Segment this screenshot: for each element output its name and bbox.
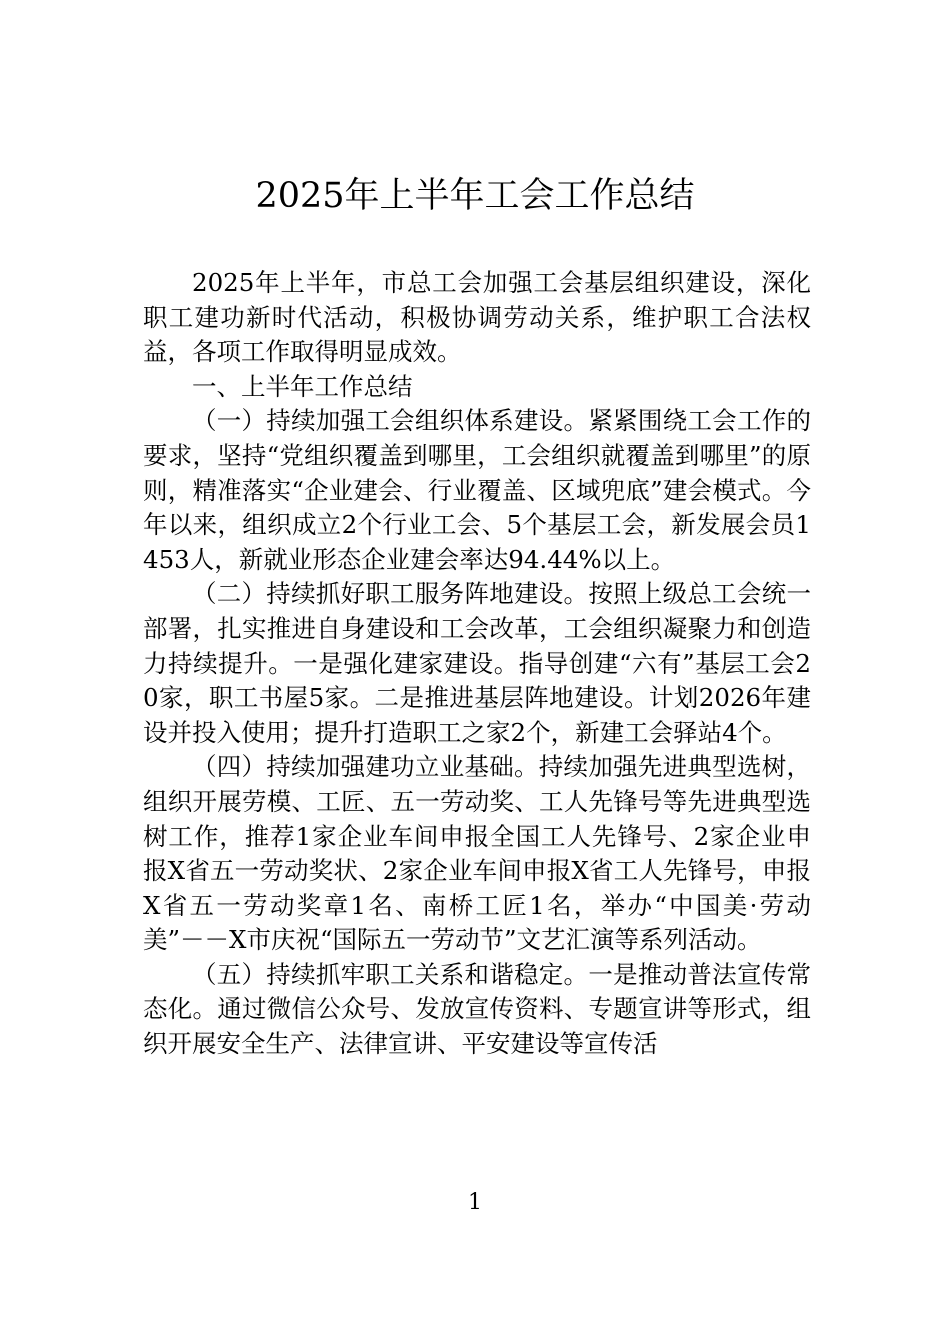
section-paragraph-5: （五）持续抓牢职工关系和谐稳定。一是推动普法宣传常态化。通过微信公众号、发放宣传资料、专题宣讲等形式，组织开展安全生产、法律宣讲、平安建设等宣传活: [143, 959, 811, 1059]
document-title: 2025年上半年工会工作总结: [255, 176, 695, 216]
document-body: [143, 266, 811, 1062]
section-paragraph-1: （一）持续加强工会组织体系建设。紧紧围绕工会工作的要求，坚持“党组织覆盖到哪里，工会组织就覆盖到哪里”的原则，精准落实“企业建会、行业覆盖、区域兜底”建会模式。今年以来，组织成立2个行业工会、5个基层工会，新发展会员1453人，新就业形态企业建会率达94.44%以上。: [143, 406, 811, 574]
intro-paragraph: 2025年上半年，市总工会加强工会基层组织建设，深化职工建功新时代活动，积极协调劳动关系，维护职工合法权益，各项工作取得明显成效。: [143, 268, 811, 367]
page-number: 1: [468, 1190, 482, 1215]
section-paragraph-2: （二）持续抓好职工服务阵地建设。按照上级总工会统一部署，扎实推进自身建设和工会改革，工会组织凝聚力和创造力持续提升。一是强化建家建设。指导创建“六有”基层工会20家，职工书屋5家。二是推进基层阵地建设。计划2026年建设并投入使用；提升打造职工之家2个，新建工会驿站4个。: [143, 579, 811, 747]
section-heading: 一、上半年工作总结: [192, 371, 413, 401]
section-paragraph-4: （四）持续加强建功立业基础。持续加强先进典型选树，组织开展劳模、工匠、五一劳动奖、工人先锋号等先进典型选树工作，推荐1家企业车间申报全国工人先锋号、2家企业申报X省五一劳动奖状、2家企业车间申报X省工人先锋号，申报X省五一劳动奖章1名、南桥工匠1名，举办“中国美·劳动美”－－X市庆祝“国际五一劳动节”文艺汇演等系列活动。: [143, 752, 811, 955]
